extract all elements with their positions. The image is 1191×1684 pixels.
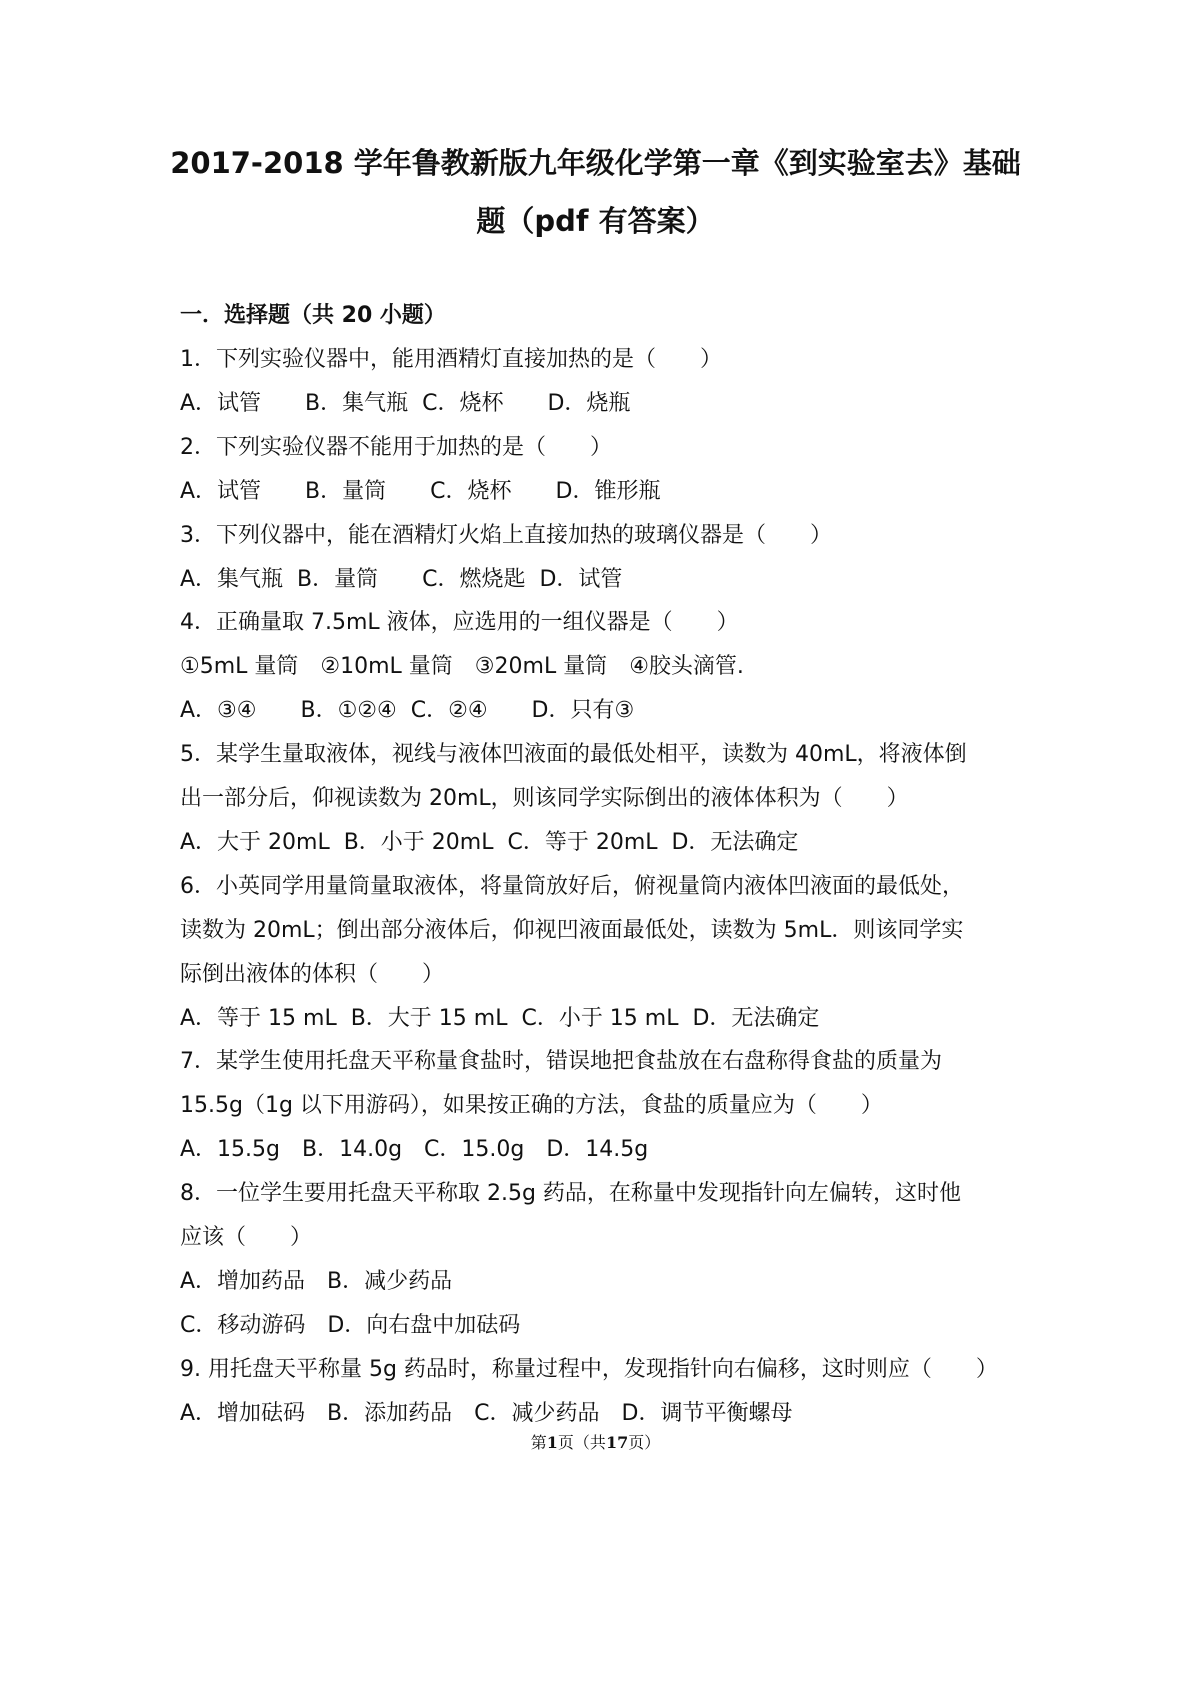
text-line: ①5mL 量筒 ②10mL 量筒 ③20mL 量筒 ④胶头滴管. xyxy=(180,654,744,679)
text-line: 读数为 20mL；倒出部分液体后，仰视凹液面最低处，读数为 5mL．则该同学实 xyxy=(180,918,964,943)
text-line: A．大于 20mL B．小于 20mL C．等于 20mL D．无法确定 xyxy=(180,830,799,855)
footer-suffix: 页） xyxy=(628,1433,661,1452)
text-line: 出一部分后，仰视读数为 20mL，则该同学实际倒出的液体体积为（ ） xyxy=(180,786,909,811)
total-page-number: 17 xyxy=(605,1433,629,1452)
page-footer xyxy=(0,1433,1191,1453)
text-line: 5．某学生量取液体，视线与液体凹液面的最低处相平，读数为 40mL，将液体倒 xyxy=(180,742,967,767)
text-line: A．③④ B．①②④ C．②④ D．只有③ xyxy=(180,698,635,723)
text-line: 际倒出液体的体积（ ） xyxy=(180,962,445,987)
text-line: 应该（ ） xyxy=(180,1225,313,1250)
text-line: 8．一位学生要用托盘天平称取 2.5g 药品，在称量中发现指针向左偏转，这时他 xyxy=(180,1181,961,1206)
text-line: 4．正确量取 7.5mL 液体，应选用的一组仪器是（ ） xyxy=(180,610,739,635)
text-line: A．增加药品 B．减少药品 xyxy=(180,1269,453,1294)
text-line: A．试管 B．集气瓶 C．烧杯 D．烧瓶 xyxy=(180,391,631,416)
text-line: 2．下列实验仪器不能用于加热的是（ ） xyxy=(180,435,612,460)
text-line: A．试管 B．量筒 C．烧杯 D．锥形瓶 xyxy=(180,479,661,504)
text-line: 6．小英同学用量筒量取液体，将量筒放好后，俯视量筒内液体凹液面的最低处， xyxy=(180,874,964,899)
text-line: A．集气瓶 B．量筒 C．燃烧匙 D．试管 xyxy=(180,567,623,592)
text-line: 9. 用托盘天平称量 5g 药品时，称量过程中，发现指针向右偏移，这时则应（ ） xyxy=(180,1357,998,1382)
text-line: 7．某学生使用托盘天平称量食盐时，错误地把食盐放在右盘称得食盐的质量为 xyxy=(180,1049,942,1074)
text-line: A．等于 15 mL B．大于 15 mL C．小于 15 mL D．无法确定 xyxy=(180,1006,820,1031)
text-line: A．增加砝码 B．添加药品 C．减少药品 D．调节平衡螺母 xyxy=(180,1401,793,1426)
text-line: A．15.5g B．14.0g C．15.0g D．14.5g xyxy=(180,1137,649,1162)
footer-middle: 页（共 xyxy=(557,1433,606,1452)
text-line: 1．下列实验仪器中，能用酒精灯直接加热的是（ ） xyxy=(180,347,722,372)
text-line: C．移动游码 D．向右盘中加砝码 xyxy=(180,1313,521,1338)
document-title-line-1: 2017-2018 学年鲁教新版九年级化学第一章《到实验室去》基础 xyxy=(170,146,1021,180)
footer-prefix: 第 xyxy=(530,1433,547,1452)
text-line: 3．下列仪器中，能在酒精灯火焰上直接加热的玻璃仪器是（ ） xyxy=(180,523,832,548)
text-line: 15.5g（1g 以下用游码），如果按正确的方法，食盐的质量应为（ ） xyxy=(180,1093,883,1118)
section-heading: 一．选择题（共 20 小题） xyxy=(180,303,446,328)
current-page-number: 1 xyxy=(546,1433,558,1452)
document-title-line-2: 题（pdf 有答案） xyxy=(476,204,715,238)
